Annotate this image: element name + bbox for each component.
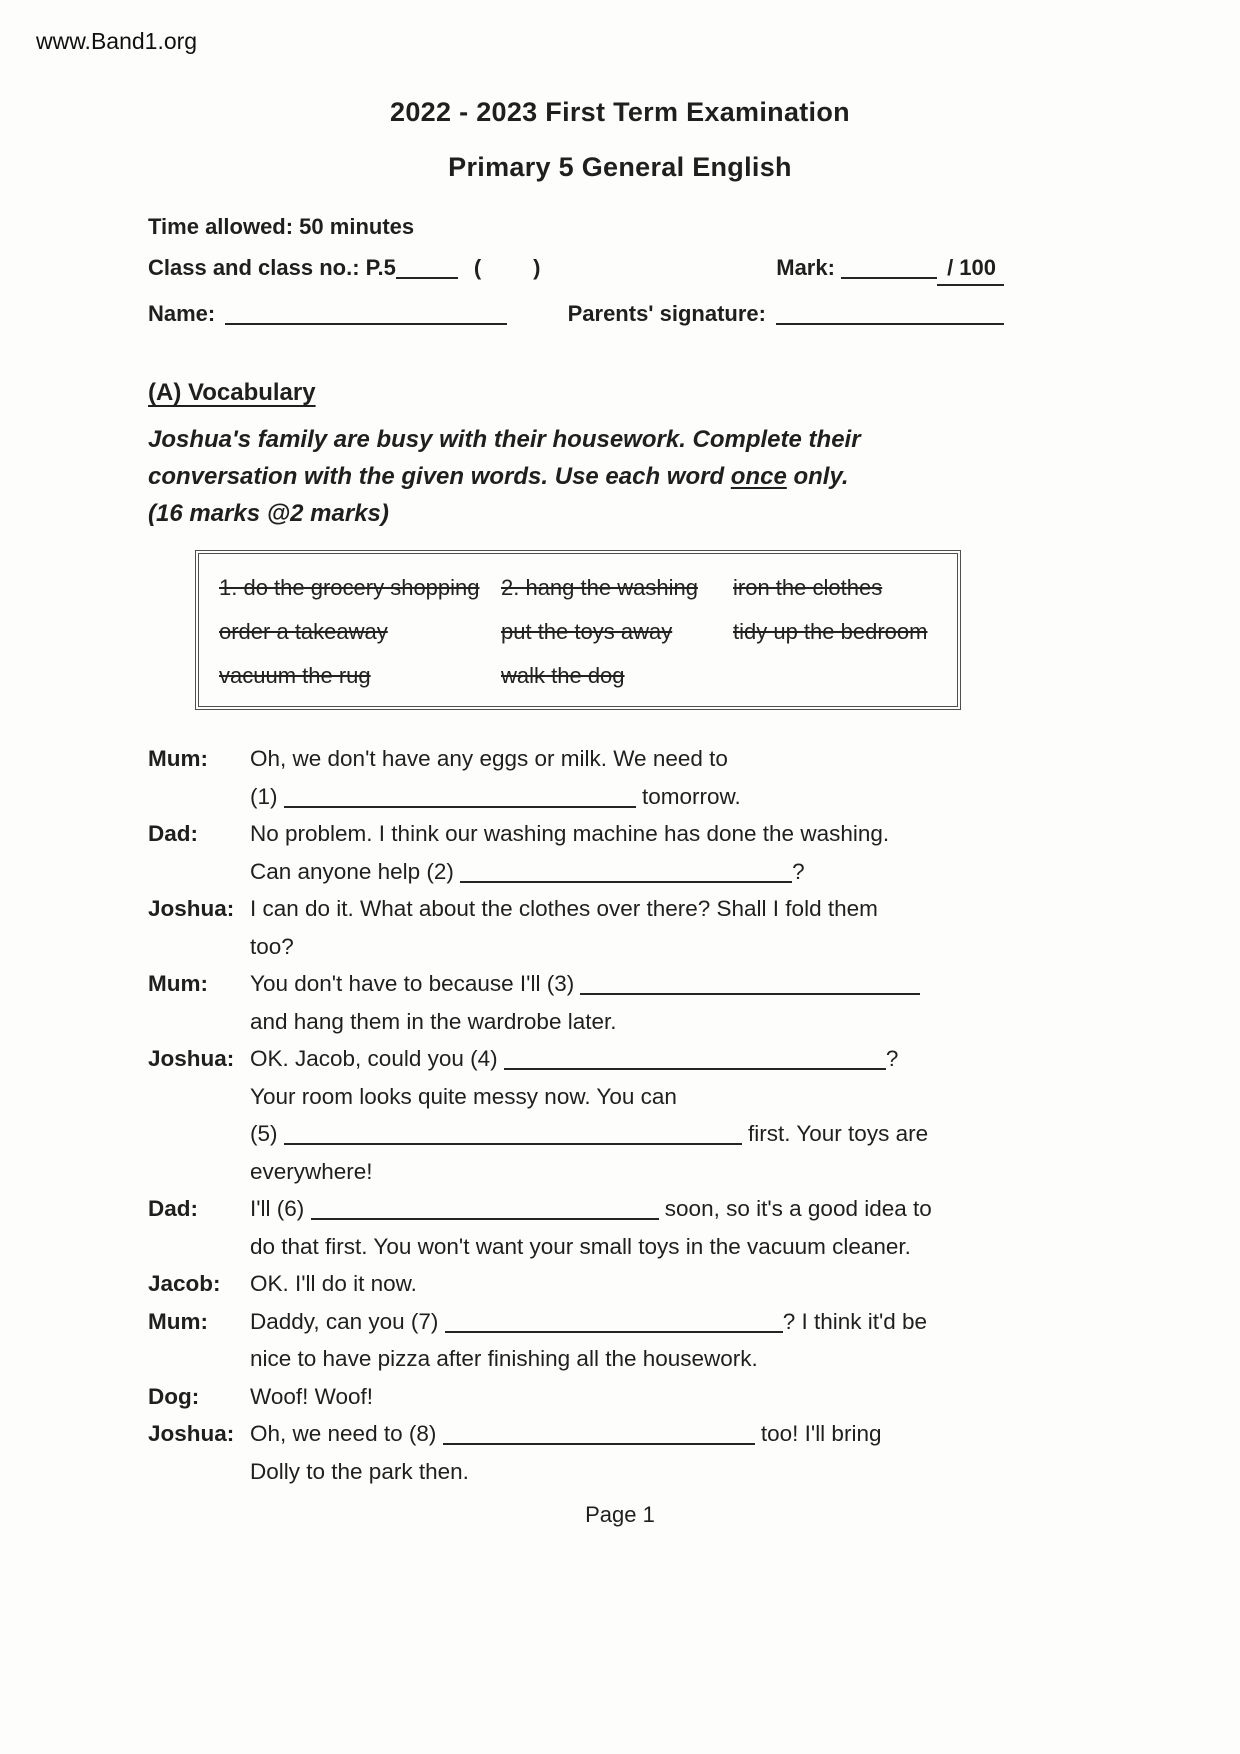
mark-line	[776, 255, 1004, 286]
speech-line	[250, 1115, 1004, 1153]
signature-line	[568, 301, 1004, 327]
instruction-line-1: Joshua's family are busy with their housework. Complete their	[148, 426, 861, 453]
class-number-blank	[396, 265, 458, 279]
speaker-label: Dad:	[148, 1196, 198, 1221]
speech-text	[250, 965, 1004, 1040]
speech-line	[250, 1228, 1004, 1266]
answer-blank	[284, 1131, 742, 1145]
speech-line	[250, 928, 1004, 966]
speech-line	[250, 890, 1004, 928]
exam-subtitle: Primary 5 General English	[448, 152, 792, 182]
speech-segment: tomorrow.	[635, 783, 741, 809]
speech-line	[250, 1415, 1004, 1453]
speech-line	[250, 1153, 1004, 1191]
speech-segment: I'll (6)	[250, 1196, 311, 1221]
dialogue-entry	[148, 890, 1004, 965]
dialogue-entry	[148, 1265, 1004, 1303]
speaker-label: Dad:	[148, 821, 198, 846]
speech-segment: OK. Jacob, could you (4)	[250, 1046, 504, 1071]
speech-segment: OK. I'll do it now.	[250, 1271, 417, 1296]
speech-segment: too! I'll bring	[754, 1421, 882, 1446]
speech-line	[250, 1303, 1004, 1341]
exam-title: 2022 - 2023 First Term Examination	[390, 97, 850, 127]
speech-segment: too?	[250, 933, 294, 959]
speech-text	[250, 890, 1004, 965]
section-a-heading: (A) Vocabulary	[148, 379, 316, 406]
speech-line	[250, 740, 1004, 778]
speech-segment: Woof! Woof!	[250, 1383, 373, 1409]
speech-segment: (1)	[250, 783, 284, 809]
signature-blank	[776, 311, 1004, 325]
speech-segment: (5)	[250, 1121, 284, 1146]
speech-text	[250, 1415, 1004, 1490]
speaker-label: Mum:	[148, 746, 208, 771]
speech-segment: do that first. You won't want your small toys in the vacuum cleaner.	[250, 1233, 911, 1259]
dialogue-entry	[148, 965, 1004, 1040]
speech-segment: soon, so it's a good idea to	[658, 1196, 932, 1221]
speech-segment: Daddy, can you (7)	[250, 1308, 445, 1334]
speech-segment: I can do it. What about the clothes over there? Shall I fold them	[250, 896, 878, 921]
dialogue-entry	[148, 1303, 1004, 1378]
speech-segment: first. Your toys are	[741, 1121, 929, 1146]
word-option: walk the dog	[501, 663, 625, 688]
speech-line	[250, 1453, 1004, 1491]
word-option: tidy up the bedroom	[733, 619, 928, 644]
once-underlined: once	[730, 463, 787, 490]
speech-segment: Dolly to the park then.	[250, 1458, 469, 1484]
speech-line	[250, 1265, 1004, 1303]
speaker-label: Joshua:	[148, 1421, 235, 1446]
speech-text	[250, 1040, 1004, 1190]
marks-note: (16 marks @2 marks)	[148, 500, 389, 527]
instruction-line-2-post: only.	[786, 463, 849, 490]
answer-blank	[580, 981, 920, 995]
word-option: put the toys away	[501, 619, 673, 644]
speech-line	[250, 1340, 1004, 1378]
word-box-row	[219, 610, 947, 654]
dialogue-entry	[148, 1378, 1004, 1416]
speech-segment: You don't have to because I'll (3)	[250, 971, 581, 996]
speaker-label: Joshua:	[148, 896, 235, 921]
answer-blank	[504, 1056, 886, 1070]
name-label: Name:	[148, 301, 216, 326]
class-paren-close: )	[533, 255, 541, 280]
answer-blank	[445, 1319, 783, 1333]
section-a	[148, 379, 1004, 1490]
word-box-row	[219, 566, 947, 610]
name-line	[148, 301, 507, 327]
speech-segment: Oh, we don't have any eggs or milk. We need to	[250, 746, 728, 771]
word-option: 1. do the grocery shopping	[219, 575, 480, 600]
speech-text	[250, 1190, 1004, 1265]
speaker-label: Joshua:	[148, 1046, 235, 1071]
speech-line	[250, 1040, 1004, 1078]
speaker-label: Jacob:	[148, 1271, 221, 1296]
site-watermark: www.Band1.org	[36, 28, 198, 54]
speech-text	[250, 1265, 1004, 1303]
speaker-label: Dog:	[148, 1383, 200, 1409]
answer-blank	[460, 869, 792, 883]
speaker-label: Mum:	[148, 971, 208, 996]
instruction-line-2-pre: conversation with the given words. Use each word	[148, 463, 731, 490]
speech-line	[250, 1378, 1004, 1416]
word-option: order a takeaway	[219, 619, 388, 644]
speech-line	[250, 965, 1004, 1003]
class-paren-open: (	[473, 255, 482, 280]
answer-blank	[311, 1206, 659, 1220]
speech-text	[250, 815, 1004, 890]
speech-line	[250, 1003, 1004, 1041]
time-allowed: Time allowed: 50 minutes	[148, 214, 415, 239]
word-box-row	[219, 654, 947, 698]
speech-segment: ?	[792, 858, 805, 884]
dialogue-entry	[148, 1190, 1004, 1265]
speech-segment: No problem. I think our washing machine has done the washing.	[250, 821, 890, 846]
speech-line	[250, 1190, 1004, 1228]
word-option: iron the clothes	[733, 575, 883, 600]
word-box	[195, 550, 961, 710]
dialogue-entry	[148, 1415, 1004, 1490]
speech-segment: ? I think it'd be	[782, 1308, 928, 1334]
speech-segment: Your room looks quite messy now. You can	[250, 1083, 677, 1109]
speech-segment: nice to have pizza after finishing all the housework.	[250, 1346, 758, 1371]
page-number: Page 1	[585, 1502, 655, 1527]
name-blank	[225, 311, 507, 325]
answer-blank	[284, 794, 636, 808]
speech-text	[250, 1303, 1004, 1378]
dialogue-entry	[148, 1040, 1004, 1190]
speech-segment: and hang them in the wardrobe later.	[250, 1008, 617, 1034]
speech-segment: everywhere!	[250, 1158, 373, 1184]
mark-label: Mark:	[776, 255, 835, 280]
speech-segment: Can anyone help (2)	[250, 858, 461, 884]
speech-line	[250, 815, 1004, 853]
mark-total: / 100	[937, 255, 1004, 286]
speech-segment: Oh, we need to (8)	[250, 1421, 443, 1446]
speech-line	[250, 853, 1004, 891]
speech-line	[250, 1078, 1004, 1116]
speech-text	[250, 1378, 1004, 1416]
signature-label: Parents' signature:	[567, 301, 766, 326]
word-option: 2. hang the washing	[501, 575, 698, 600]
dialogue-entry	[148, 740, 1004, 815]
instruction-line-2	[148, 458, 1004, 495]
dialogue	[148, 740, 1004, 1490]
exam-meta	[148, 214, 1004, 327]
dialogue-entry	[148, 815, 1004, 890]
word-option: vacuum the rug	[219, 663, 371, 688]
speech-text	[250, 740, 1004, 815]
speaker-label: Mum:	[148, 1308, 208, 1334]
class-line	[148, 255, 540, 286]
section-instructions	[148, 421, 1004, 532]
mark-blank	[841, 265, 937, 279]
speech-line	[250, 778, 1004, 816]
class-label: Class and class no.: P.5	[148, 255, 396, 280]
answer-blank	[443, 1431, 755, 1445]
speech-segment: ?	[885, 1046, 899, 1071]
